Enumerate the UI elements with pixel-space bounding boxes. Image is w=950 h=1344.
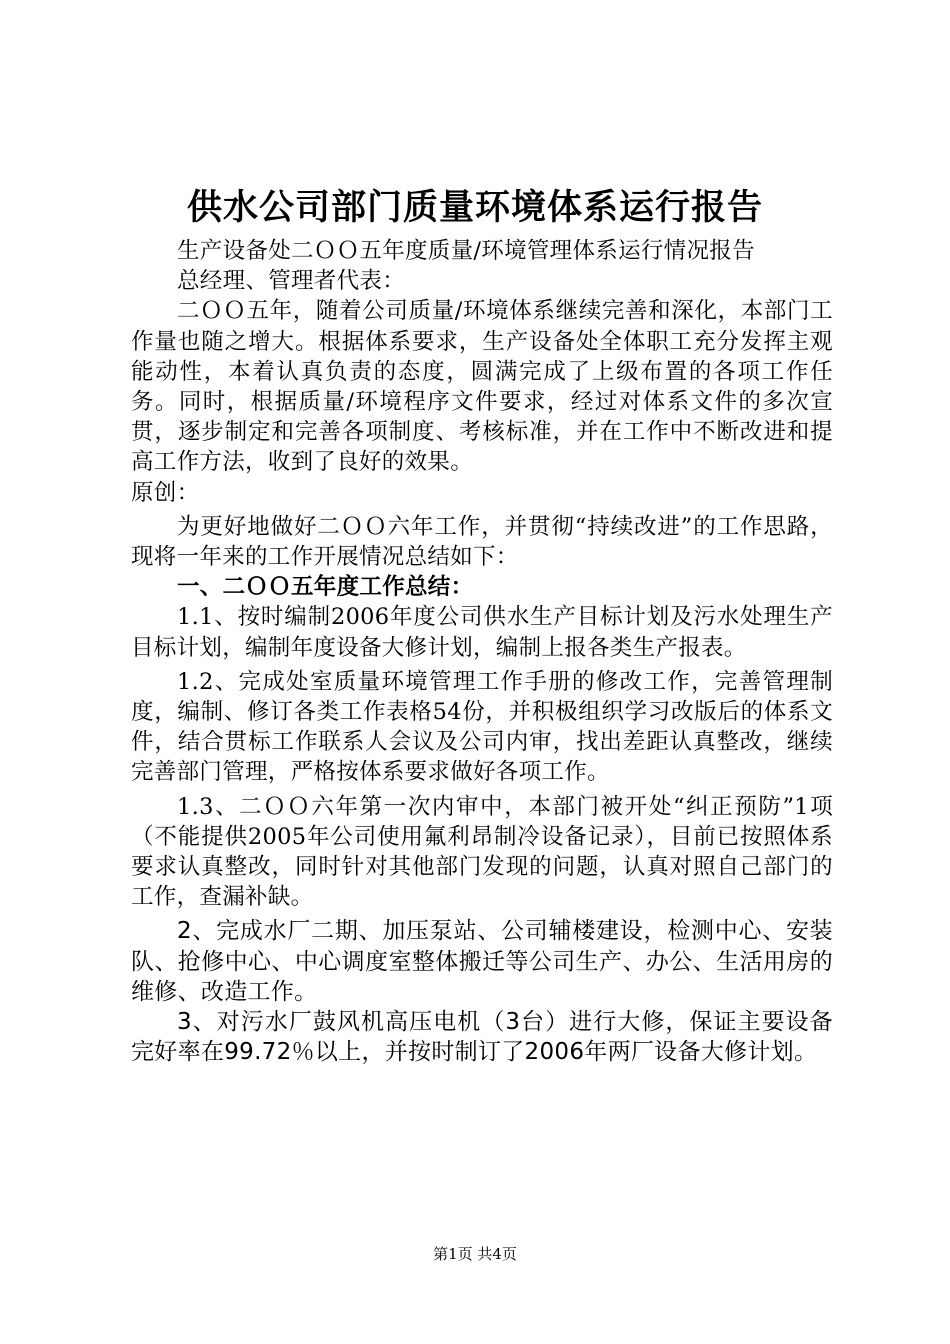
paragraph-intro: 二ＯＯ五年，随着公司质量/环境体系继续完善和深化，本部门工作量也随之增大。根据体系要求，生产设备处全体职工充分发挥主观能动性，本着认真负责的态度，圆满完成了上级布置的各项工作任务。同时，根据质量/环境程序文件要求，经过对体系文件的多次宣贯，逐步制定和完善各项制度、考核标准，并在工作中不断改进和提高工作方法，收到了良好的效果。 [131,298,833,476]
paragraph-purpose: 为更好地做好二ＯＯ六年工作，并贯彻“持续改进”的工作思路，现将一年来的工作开展情况总结如下： [131,513,833,571]
section-heading-summary: 一、二ＯＯ五年度工作总结： [177,574,474,601]
paragraph-salutation: 总经理、管理者代表： [177,268,406,295]
paragraph-item-1-1: 1.1、按时编制2006年度公司供水生产目标计划及污水处理生产目标计划，编制年度设备大修计划，编制上报各类生产报表。 [131,604,833,661]
paragraph-item-2: 2、完成水厂二期、加压泵站、公司辅楼建设，检测中心、安装队、抢修中心、中心调度室整体搬迁等公司生产、办公、生活用房的维修、改造工作。 [131,918,833,1005]
document-title: 供水公司部门质量环境体系运行报告 [186,188,763,228]
paragraph-original-mark: 原创： [131,479,200,506]
paragraph-item-3: 3、对污水厂鼓风机高压电机（3台）进行大修，保证主要设备完好率在99.72％以上，并按时制订了2006年两厂设备大修计划。 [131,1009,833,1066]
paragraph-report-subtitle: 生产设备处二ＯＯ五年度质量/环境管理体系运行情况报告 [177,238,755,264]
document-body [131,236,833,1067]
page-number-footer: 第1页 共4页 [433,1245,517,1263]
paragraph-item-1-3: 1.3、二ＯＯ六年第一次内审中，本部门被开处“纠正预防”1项（不能提供2005年公司使用氟利昂制冷设备记录），目前已按照体系要求认真整改，同时针对其他部门发现的问题，认真对照自己部门的工作，查漏补缺。 [131,793,833,911]
paragraph-item-1-2: 1.2、完成处室质量环境管理工作手册的修改工作，完善管理制度，编制、修订各类工作表格54份，并积极组织学习改版后的体系文件，结合贯标工作联系人会议及公司内审，找出差距认真整改，继续完善部门管理，严格按体系要求做好各项工作。 [131,668,833,786]
